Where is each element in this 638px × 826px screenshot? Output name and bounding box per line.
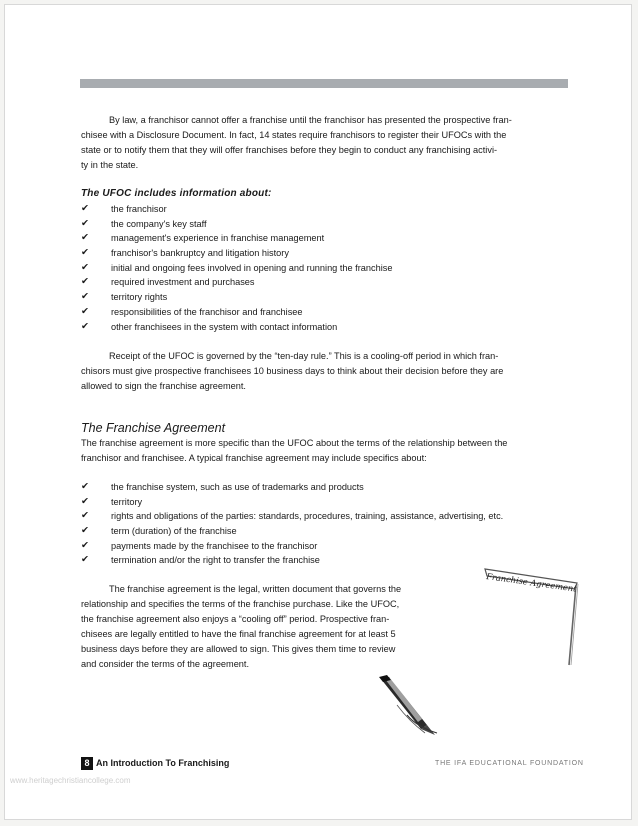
list-item: ✔ termination and/or the right to transfer the franchise [81, 553, 503, 568]
closing-line: business days before they are allowed to sign. This gives them time to review [81, 644, 396, 654]
list-item: ✔ payments made by the franchisee to the franchisor [81, 539, 503, 554]
list-item: ✔ rights and obligations of the parties: standards, procedures, training, assistance, advertising, etc. [81, 509, 503, 524]
checkmark-icon: ✔ [81, 305, 89, 317]
closing-line: the franchise agreement also enjoys a “cooling off” period. Prospective fran- [81, 614, 390, 624]
list-item: ✔ territory [81, 495, 503, 510]
watermark-text: www.heritagechristiancollege.com [10, 776, 131, 785]
agreement-heading: The Franchise Agreement [81, 421, 226, 435]
agreement-intro-line: franchisor and franchisee. A typical franchise agreement may include specifics about: [81, 453, 427, 463]
closing-line: and consider the terms of the agreement. [81, 659, 250, 669]
list-item: ✔ the franchisor [81, 202, 392, 217]
intro-line: ty in the state. [81, 160, 139, 170]
agreement-intro-paragraph [81, 436, 567, 466]
checkmark-icon: ✔ [81, 525, 89, 537]
intro-paragraph [81, 113, 567, 173]
closing-line: The franchise agreement is the legal, written document that governs the [109, 584, 402, 594]
intro-line: chisee with a Disclosure Document. In fact, 14 states require franchisors to register their UFOCs with the [81, 130, 507, 140]
list-item: ✔ required investment and purchases [81, 275, 392, 290]
list-item: ✔ term (duration) of the franchise [81, 524, 503, 539]
ufoc-checklist [81, 202, 392, 334]
agreement-checklist [81, 480, 503, 568]
document-page [4, 4, 632, 820]
checkmark-icon: ✔ [81, 320, 89, 332]
checkmark-icon: ✔ [81, 510, 89, 522]
checkmark-icon: ✔ [81, 276, 89, 288]
receipt-line: allowed to sign the franchise agreement. [81, 381, 246, 391]
intro-line: By law, a franchisor cannot offer a franchise until the franchisor has presented the prospective fran- [109, 115, 512, 125]
checkmark-icon: ✔ [81, 539, 89, 551]
agreement-intro-line: The franchise agreement is more specific than the UFOC about the terms of the relationship between the [81, 438, 508, 448]
page-number-badge: 8 [81, 757, 93, 770]
closing-line: relationship and specifies the terms of the franchise purchase. Like the UFOC, [81, 599, 400, 609]
footer-title: An Introduction To Franchising [96, 758, 230, 768]
receipt-paragraph [81, 349, 567, 394]
list-item: ✔ franchisor's bankruptcy and litigation history [81, 246, 392, 261]
receipt-line: Receipt of the UFOC is governed by the “ten-day rule.” This is a cooling-off period in which fran- [109, 351, 499, 361]
intro-line: state or to notify them that they will offer franchises before they begin to conduct any franchising activi- [81, 145, 498, 155]
list-item: ✔ responsibilities of the franchisor and franchisee [81, 305, 392, 320]
agreement-closing-paragraph [81, 582, 461, 672]
footer-organization: THE IFA EDUCATIONAL FOUNDATION [435, 760, 584, 767]
checkmark-icon: ✔ [81, 495, 89, 507]
closing-line: chisees are legally entitled to have the final franchise agreement for at least 5 [81, 629, 396, 639]
pen-icon [377, 675, 443, 739]
checkmark-icon: ✔ [81, 554, 89, 566]
checkmark-icon: ✔ [81, 291, 89, 303]
header-rule [80, 79, 568, 88]
checkmark-icon: ✔ [81, 232, 89, 244]
checkmark-icon: ✔ [81, 481, 89, 492]
list-item: ✔ territory rights [81, 290, 392, 305]
list-item: ✔ the company's key staff [81, 217, 392, 232]
list-item: ✔ management's experience in franchise management [81, 231, 392, 246]
receipt-line: chisors must give prospective franchisees 10 business days to think about their decision before they are [81, 366, 504, 376]
list-item: ✔ other franchisees in the system with contact information [81, 320, 392, 335]
list-item: ✔ initial and ongoing fees involved in opening and running the franchise [81, 261, 392, 276]
franchise-agreement-sign-illustration [483, 567, 579, 667]
ufoc-heading: The UFOC includes information about: [81, 188, 272, 199]
checkmark-icon: ✔ [81, 203, 89, 214]
checkmark-icon: ✔ [81, 261, 89, 273]
list-item: ✔ the franchise system, such as use of trademarks and products [81, 480, 503, 495]
sign-label: Franchise Agreement [485, 571, 578, 594]
checkmark-icon: ✔ [81, 217, 89, 229]
checkmark-icon: ✔ [81, 247, 89, 259]
